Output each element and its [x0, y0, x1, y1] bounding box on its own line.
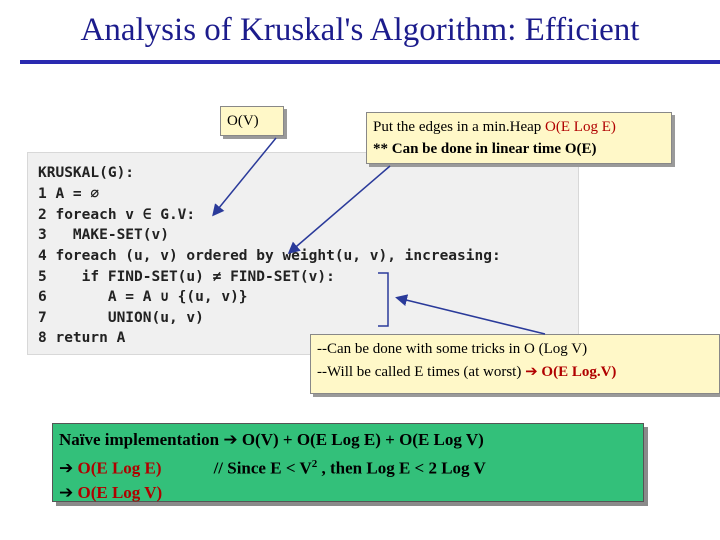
code-line-7: 7 UNION(u, v) [38, 310, 204, 326]
arrow-right-icon: ➔ [525, 362, 538, 380]
callout-heap-line1: Put the edges in a min.Heap O(E Log E) [373, 119, 616, 135]
arrow-ov-to-foreach [214, 138, 276, 214]
code-line-5: 5 if FIND-SET(u) ≠ FIND-SET(v): [38, 269, 335, 285]
code-line-4: 4 foreach (u, v) ordered by weight(u, v), increasing: [38, 248, 501, 264]
arrow-heap-to-ordered [290, 166, 390, 252]
arrow-right-icon: ➔ [223, 430, 238, 450]
code-line-6: 6 A = A ∪ {(u, v)} [38, 289, 248, 305]
callout-heap-line2: ** Can be done in linear time O(E) [373, 141, 597, 157]
code-line-1: 1 A = ∅ [38, 186, 100, 202]
callout-find-line2: --Will be called E times (at worst) ➔ O(E Log.V) [317, 362, 617, 380]
summary-line1: Naïve implementation ➔ O(V) + O(E Log E) + O(E Log V) [59, 430, 484, 450]
summary-box [52, 423, 644, 502]
code-line-header: KRUSKAL(G): [38, 165, 135, 181]
callout-find-line1: --Can be done with some tricks in O (Log V) [317, 341, 588, 357]
summary-line2: ➔ O(E Log E) // Since $E < V^2$ , then Log E < 2 Log V [59, 458, 486, 479]
summary-line3: ➔ O(E Log V) [59, 482, 163, 503]
slide-title: Analysis of Kruskal's Algorithm: Efficient [80, 12, 640, 48]
bracket-find-union [378, 273, 388, 326]
callout-ov-text: O(V) [227, 113, 259, 129]
arrow-right-icon: ➔ [59, 458, 74, 479]
code-line-3: 3 MAKE-SET(v) [38, 227, 169, 243]
arrow-right-icon: ➔ [59, 482, 74, 503]
code-line-2: 2 foreach v ∈ G.V: [38, 207, 196, 223]
code-line-8: 8 return A [38, 330, 126, 346]
arrow-find-to-bracket [398, 298, 545, 334]
